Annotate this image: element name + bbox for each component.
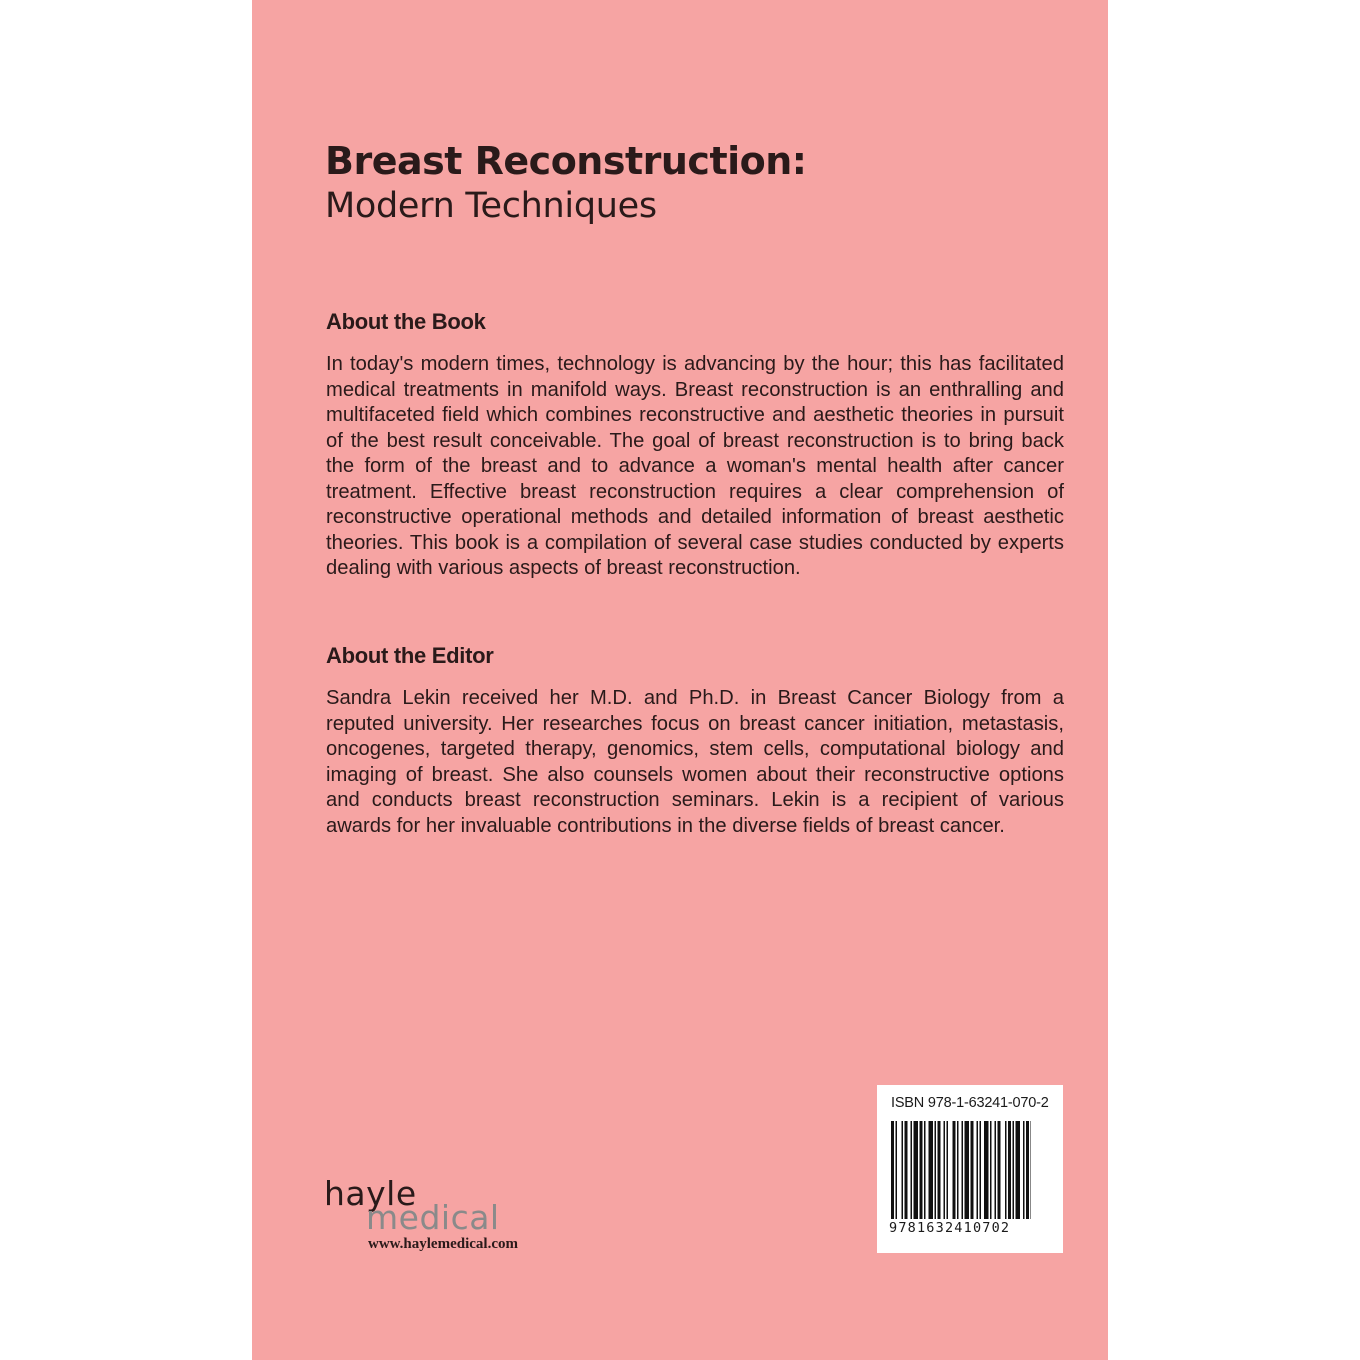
barcode-bar [995, 1121, 997, 1219]
barcode-bar [1031, 1121, 1032, 1219]
barcode-bar [929, 1121, 934, 1219]
about-book-body: In today's modern times, technology is advancing by the hour; this has facilitated medical treatments in manifold ways. Breast reconstruction is an enthralling and multifaceted field which combines reconstructive and aesthetic theories in pursuit of the best result conceivable. The goal of breast reconstruction is to bring back the form of the breast and to advance a woman's mental health after cancer treatment. Effective breast reconstruction requires a clear comprehension of reconstructive operational methods and detailed information of breast aesthetic theories. This book is a compilation of several case studies conducted by experts dealing with various aspects of breast reconstruction. [326, 353, 1064, 579]
book-subtitle: Modern Techniques [325, 186, 657, 226]
barcode-bar [938, 1121, 941, 1219]
barcode-bar [957, 1121, 959, 1219]
publisher-logo [324, 1176, 544, 1256]
barcode-bar [914, 1121, 919, 1219]
barcode-icon [891, 1121, 1031, 1219]
book-back-cover [252, 0, 1108, 1360]
barcode-bar [1013, 1121, 1015, 1219]
barcode-bar [990, 1121, 992, 1219]
barcode-bar [1023, 1121, 1025, 1219]
barcode-bar [1005, 1121, 1007, 1219]
barcode-bar [965, 1121, 970, 1219]
about-book-heading: About the Book [326, 309, 486, 334]
barcode-digits: 9781632410702 [889, 1220, 1011, 1236]
barcode-bar [891, 1121, 894, 1219]
barcode-bar [902, 1121, 904, 1219]
barcode-bar [944, 1121, 946, 1219]
barcode-bar [984, 1121, 989, 1219]
publisher-url: www.haylemedical.com [368, 1236, 518, 1252]
barcode-bar [998, 1121, 1001, 1219]
barcode-bar [980, 1121, 982, 1219]
barcode-bar [977, 1121, 979, 1219]
barcode-box [877, 1085, 1063, 1253]
publisher-name-medical: medical [366, 1198, 500, 1237]
about-editor-heading: About the Editor [326, 643, 494, 668]
barcode-bar [971, 1121, 974, 1219]
barcode-bar [962, 1121, 964, 1219]
barcode-bar [1026, 1121, 1029, 1219]
book-title: Breast Reconstruction: [325, 139, 807, 183]
about-editor-body: Sandra Lekin received her M.D. and Ph.D. in Breast Cancer Biology from a reputed university. Her researches focus on breast cancer initiation, metastasis, oncogenes, targeted therapy, genomics, stem cells, computational biology and imaging of breast. She also counsels women about their reconstructive options and conducts breast reconstruction seminars. Lekin is a recipient of various awards for her invaluable contributions in the diverse fields of breast cancer. [326, 687, 1064, 837]
barcode-bar [924, 1121, 926, 1219]
barcode-bar [905, 1121, 908, 1219]
publisher-name-hayle: hayle [324, 1174, 417, 1213]
barcode-bar [920, 1121, 923, 1219]
title-block [325, 138, 1025, 228]
barcode-bar [896, 1121, 898, 1219]
isbn-label: ISBN 978-1-63241-070-2 [891, 1095, 1049, 1111]
barcode-bar [935, 1121, 937, 1219]
barcode-bar [1008, 1121, 1011, 1219]
barcode-bar [911, 1121, 913, 1219]
barcode-bar [1016, 1121, 1021, 1219]
barcode-bar [947, 1121, 949, 1219]
barcode-bar [953, 1121, 956, 1219]
